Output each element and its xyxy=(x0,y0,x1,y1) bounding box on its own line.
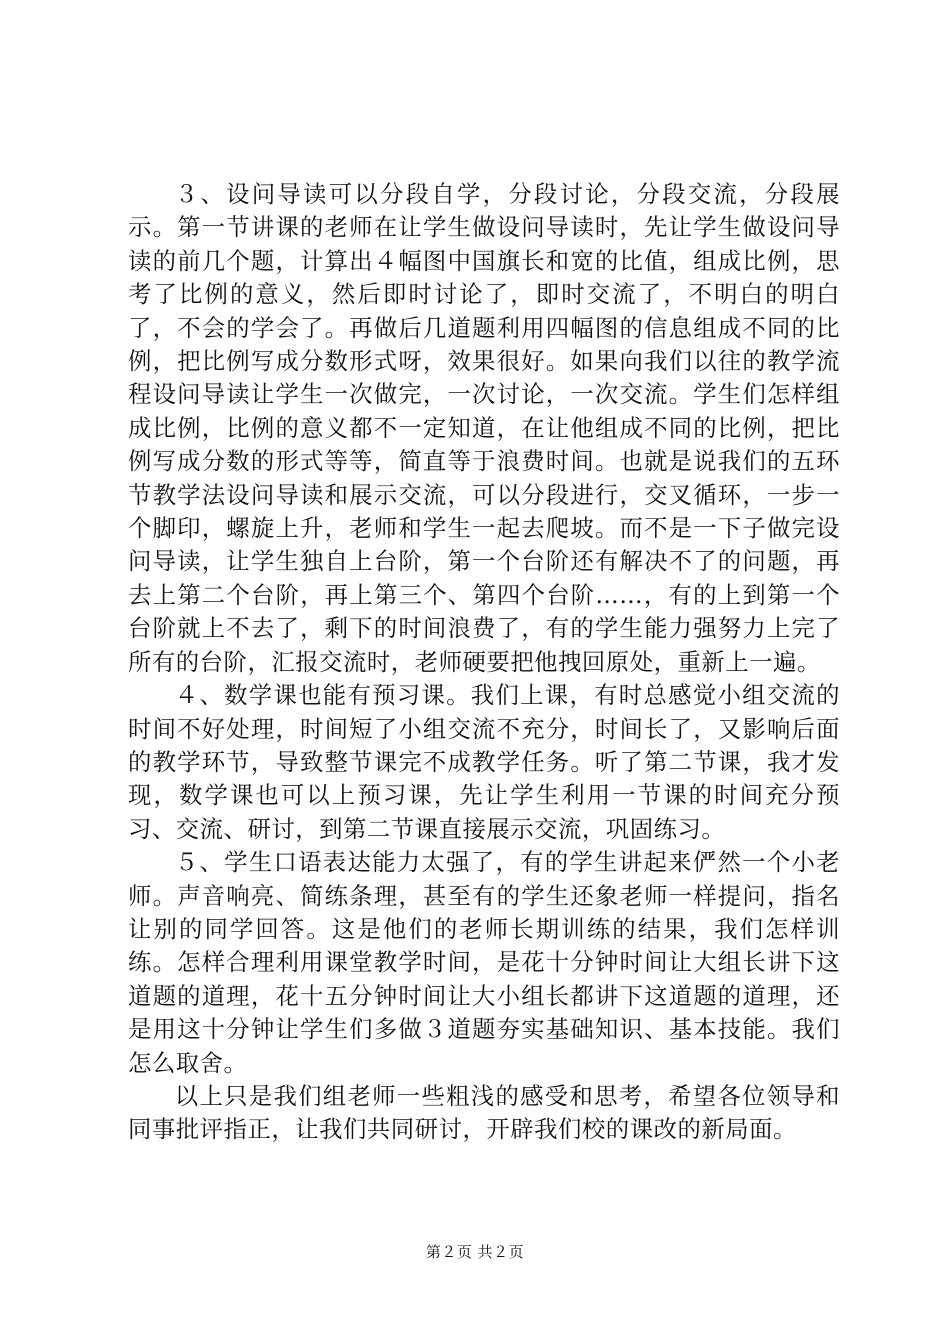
page-footer: 第２页 共２页 xyxy=(425,1243,525,1261)
document-body xyxy=(128,178,840,1147)
paragraph-item-3: ３、设问导读可以分段自学，分段讨论，分段交流，分段展示。第一节讲课的老师在让学生做设问导读时，先让学生做设问导读的前几个题，计算出４幅图中国旗长和宽的比值，组成比例，思考了比例的意义，然后即时讨论了，即时交流了，不明白的明白了，不会的学会了。再做后几道题利用四幅图的信息组成不同的比例，把比例写成分数形式呀，效果很好。如果向我们以往的教学流程设问导读让学生一次做完，一次讨论，一次交流。学生们怎样组成比例，比例的意义都不一定知道，在让他组成不同的比例，把比例写成分数的形式等等，简直等于浪费时间。也就是说我们的五环节教学法设问导读和展示交流，可以分段进行，交叉循环，一步一个脚印，螺旋上升，老师和学生一起去爬坡。而不是一下子做完设问导读，让学生独自上台阶，第一个台阶还有解决不了的问题，再去上第二个台阶，再上第三个、第四个台阶……，有的上到第一个台阶就上不去了，剩下的时间浪费了，有的学生能力强努力上完了所有的台阶，汇报交流时，老师硬要把他拽回原处，重新上一遍。 xyxy=(128,180,840,676)
paragraph-item-5: ５、学生口语表达能力太强了，有的学生讲起来俨然一个小老师。声音响亮、简练条理，甚至有的学生还象老师一样提问，指名让别的同学回答。这是他们的老师长期训练的结果，我们怎样训练。怎样合理利用课堂教学时间，是花十分钟时间让大组长讲下这道题的道理，花十五分钟时间让大小组长都讲下这道题的道理，还是用这十分钟让学生们多做３道题夯实基础知识、基本技能。我们怎么取舍。 xyxy=(128,848,840,1077)
paragraph-item-4: ４、数学课也能有预习课。我们上课，有时总感觉小组交流的时间不好处理，时间短了小组交流不充分，时间长了，又影响后面的教学环节，导致整节课完不成教学任务。听了第二节课，我才发现，数学课也可以上预习课，先让学生利用一节课的时间充分预习、交流、研讨，到第二节课直接展示交流，巩固练习。 xyxy=(128,681,840,843)
paragraph-conclusion: 以上只是我们组老师一些粗浅的感受和思考，希望各位领导和同事批评指正，让我们共同研讨，开辟我们校的课改的新局面。 xyxy=(128,1081,840,1144)
